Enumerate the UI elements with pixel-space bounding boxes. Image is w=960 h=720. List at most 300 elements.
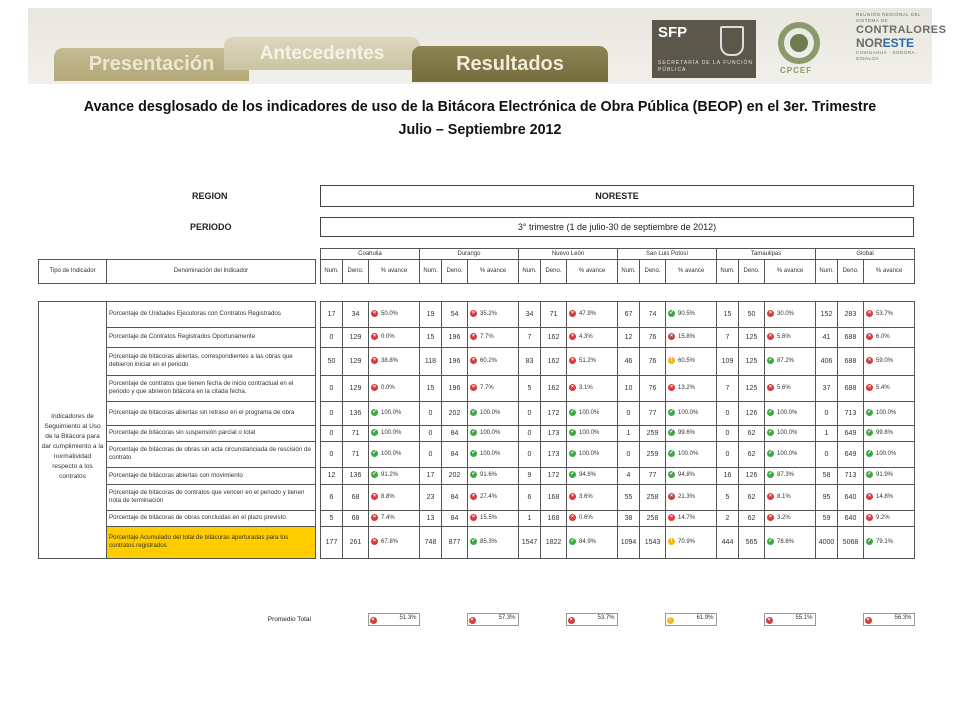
avance-value: 6.0% [876, 334, 890, 341]
avance-value: 14.8% [876, 494, 894, 501]
deno-cell: 71 [343, 425, 369, 441]
blank-cell [518, 614, 540, 626]
avance-cell [369, 327, 420, 347]
promedio-cell [467, 614, 518, 626]
deno-cell: 62 [739, 425, 765, 441]
indicator-name: Porcentaje Acumulado del total de bitácoras aperturadas para los contratos registrados [107, 526, 316, 558]
header-denominacion: Denominación del Indicador [107, 260, 316, 284]
avance-cell [369, 401, 420, 425]
red-status-icon: × [669, 492, 674, 499]
num-cell: 152 [816, 301, 838, 327]
green-status-icon: ✓ [570, 408, 575, 415]
avance-cell [765, 467, 816, 484]
num-cell: 37 [816, 375, 838, 401]
red-status-icon: × [570, 492, 575, 499]
avance-cell [765, 484, 816, 510]
promedio-cell [764, 614, 815, 626]
avance-cell [864, 301, 915, 327]
table-row [39, 375, 915, 401]
deno-cell: 71 [541, 301, 567, 327]
green-status-icon: ✓ [570, 428, 575, 435]
indicator-name: Porcentaje de bitácoras abiertas sin retraso en el programa de obra [107, 401, 316, 425]
avance-cell [864, 401, 915, 425]
red-status-icon: × [471, 309, 476, 316]
avance-value: 79.1% [876, 539, 894, 546]
deno-cell: 649 [838, 425, 864, 441]
blank-cell [107, 249, 316, 260]
green-status-icon: ✓ [867, 471, 872, 478]
deno-cell: 125 [739, 347, 765, 375]
deno-cell: 126 [739, 401, 765, 425]
sfp-logo-subtitle: SECRETARÍA DE LA FUNCIÓN PÚBLICA [658, 60, 754, 73]
avance-value: 100.0% [381, 410, 402, 417]
avance-value: 0.0% [381, 334, 395, 341]
deno-cell: 62 [739, 441, 765, 467]
num-cell: 23 [420, 484, 442, 510]
num-cell: 0 [420, 441, 442, 467]
avance-cell [369, 526, 420, 558]
avance-value: 78.6% [777, 539, 795, 546]
avance-value: 100.0% [876, 410, 897, 417]
avance-cell [468, 484, 519, 510]
tab-presentacion[interactable]: Presentación [54, 48, 249, 81]
regional-logo-top: REUNIÓN REGIONAL DEL SISTEMA DE [856, 12, 921, 23]
red-status-icon: × [669, 383, 674, 390]
num-cell: 67 [618, 301, 640, 327]
deno-cell: 283 [838, 301, 864, 327]
deno-cell: 688 [838, 327, 864, 347]
regional-logo-line2 [856, 36, 932, 50]
deno-cell: 129 [343, 347, 369, 375]
deno-cell: 196 [442, 347, 468, 375]
subheader-deno: Deno. [640, 260, 666, 284]
deno-cell: 62 [739, 484, 765, 510]
avance-cell [666, 347, 717, 375]
avance-cell [567, 467, 618, 484]
num-cell: 15 [717, 301, 739, 327]
avance-cell [864, 467, 915, 484]
avance-cell [567, 484, 618, 510]
num-cell: 0 [519, 401, 541, 425]
num-cell: 109 [717, 347, 739, 375]
avance-cell [765, 425, 816, 441]
table-row [39, 526, 915, 558]
yellow-status-icon: ! [668, 357, 675, 364]
blank-cell [419, 614, 441, 626]
avance-value: 100.0% [480, 410, 501, 417]
num-cell: 12 [618, 327, 640, 347]
avance-value: 67.8% [381, 539, 399, 546]
num-cell: 444 [717, 526, 739, 558]
green-status-icon: ✓ [669, 428, 674, 435]
table-row [39, 484, 915, 510]
num-cell: 15 [420, 327, 442, 347]
table-row [39, 425, 915, 441]
num-cell: 0 [519, 425, 541, 441]
deno-cell: 126 [739, 467, 765, 484]
blank-cell [738, 614, 764, 626]
avance-value: 3.1% [579, 385, 593, 392]
promedio-value: 57.3% [498, 615, 516, 621]
avance-cell [765, 327, 816, 347]
green-status-icon: ✓ [768, 408, 773, 415]
avance-cell [567, 441, 618, 467]
green-status-icon: ✓ [768, 356, 773, 363]
num-cell: 0 [321, 401, 343, 425]
avance-cell [666, 375, 717, 401]
blank-cell [39, 249, 107, 260]
deno-cell: 84 [442, 441, 468, 467]
num-cell: 0 [519, 441, 541, 467]
deno-cell: 84 [442, 510, 468, 526]
blank-cell [815, 614, 837, 626]
num-cell: 0 [717, 441, 739, 467]
deno-cell: 1822 [541, 526, 567, 558]
red-status-icon: × [767, 617, 771, 623]
avance-value: 94.8% [678, 472, 696, 479]
promedio-value: 56.3% [894, 615, 912, 621]
avance-cell [567, 347, 618, 375]
red-status-icon: × [570, 383, 575, 390]
deno-cell: 162 [541, 327, 567, 347]
avance-cell [567, 375, 618, 401]
red-status-icon: × [372, 356, 377, 363]
num-cell: 0 [717, 425, 739, 441]
red-status-icon: × [867, 513, 872, 520]
num-cell: 4000 [816, 526, 838, 558]
avance-value: 5.6% [777, 334, 791, 341]
subheader-deno: Deno. [442, 260, 468, 284]
num-cell: 41 [816, 327, 838, 347]
red-status-icon: × [768, 309, 773, 316]
column-header-table [38, 248, 915, 284]
avance-value: 90.5% [678, 311, 696, 318]
blank-cell [38, 614, 106, 626]
state-header: Global [816, 249, 915, 260]
avance-cell [666, 441, 717, 467]
subheader-num: Num. [420, 260, 442, 284]
avance-cell [567, 401, 618, 425]
header-tipo: Tipo de Indicador [39, 260, 107, 284]
subheader-avance: % avance [864, 260, 915, 284]
deno-cell: 173 [541, 441, 567, 467]
avance-cell [468, 375, 519, 401]
cpcef-label: CPCEF [780, 66, 813, 75]
green-status-icon: ✓ [471, 537, 476, 544]
num-cell: 118 [420, 347, 442, 375]
num-cell: 7 [519, 327, 541, 347]
tab-antecedentes[interactable]: Antecedentes [224, 37, 420, 70]
deno-cell: 125 [739, 375, 765, 401]
region-value: NORESTE [320, 185, 914, 207]
avance-value: 100.0% [777, 430, 798, 437]
red-status-icon: × [470, 617, 474, 623]
avance-value: 91.2% [381, 472, 399, 479]
deno-cell: 172 [541, 467, 567, 484]
deno-cell: 74 [640, 301, 666, 327]
deno-cell: 68 [343, 510, 369, 526]
deno-cell: 202 [442, 467, 468, 484]
num-cell: 748 [420, 526, 442, 558]
blank-cell [716, 614, 738, 626]
deno-cell: 196 [442, 327, 468, 347]
green-status-icon: ✓ [372, 471, 377, 478]
promedio-cell [566, 614, 617, 626]
num-cell: 15 [420, 375, 442, 401]
avance-value: 59.0% [876, 358, 894, 365]
avance-value: 85.3% [480, 539, 498, 546]
deno-cell: 713 [838, 467, 864, 484]
deno-cell: 54 [442, 301, 468, 327]
green-status-icon: ✓ [669, 449, 674, 456]
avance-value: 91.6% [480, 472, 498, 479]
num-cell: 406 [816, 347, 838, 375]
avance-value: 9.2% [876, 515, 890, 522]
red-status-icon: × [669, 513, 674, 520]
avance-cell [369, 441, 420, 467]
avance-value: 7.7% [480, 385, 494, 392]
deno-cell: 688 [838, 375, 864, 401]
avance-cell [468, 347, 519, 375]
green-status-icon: ✓ [768, 537, 773, 544]
indicator-name: Porcentaje de bitácoras abiertas, correspondientes a las obras que debieron iniciar en el periodo [107, 347, 316, 375]
avance-value: 3.2% [777, 515, 791, 522]
avance-cell [765, 401, 816, 425]
avance-cell [666, 327, 717, 347]
avance-cell [369, 425, 420, 441]
avance-value: 14.7% [678, 515, 696, 522]
green-status-icon: ✓ [471, 471, 476, 478]
avance-value: 100.0% [480, 430, 501, 437]
deno-cell: 129 [343, 327, 369, 347]
num-cell: 17 [321, 301, 343, 327]
red-status-icon: × [372, 383, 377, 390]
red-status-icon: × [867, 309, 872, 316]
green-status-icon: ✓ [867, 408, 872, 415]
avance-cell [369, 467, 420, 484]
avance-value: 94.8% [579, 472, 597, 479]
deno-cell: 77 [640, 401, 666, 425]
avance-value: 99.6% [678, 430, 696, 437]
avance-value: 21.3% [678, 494, 696, 501]
table-row [39, 441, 915, 467]
num-cell: 177 [321, 526, 343, 558]
avance-cell [765, 347, 816, 375]
red-status-icon: × [867, 383, 872, 390]
deno-cell: 196 [442, 375, 468, 401]
num-cell: 12 [321, 467, 343, 484]
avance-cell [468, 301, 519, 327]
deno-cell: 258 [640, 510, 666, 526]
promedio-cell [368, 614, 419, 626]
green-status-icon: ✓ [669, 309, 674, 316]
num-cell: 46 [618, 347, 640, 375]
deno-cell: 688 [838, 347, 864, 375]
subheader-deno: Deno. [739, 260, 765, 284]
avance-value: 27.4% [480, 494, 498, 501]
deno-cell: 77 [640, 467, 666, 484]
avance-value: 51.2% [579, 358, 597, 365]
num-cell: 7 [717, 375, 739, 401]
red-status-icon: × [570, 332, 575, 339]
avance-cell [864, 510, 915, 526]
cpcef-logo [772, 20, 828, 76]
region-label: REGION [192, 191, 228, 201]
num-cell: 1547 [519, 526, 541, 558]
blank-cell [540, 614, 566, 626]
num-cell: 0 [321, 327, 343, 347]
deno-cell: 162 [541, 347, 567, 375]
avance-value: 53.7% [876, 311, 894, 318]
avance-value: 15.5% [480, 515, 498, 522]
table-row [39, 347, 915, 375]
green-status-icon: ✓ [471, 408, 476, 415]
subheader-avance: % avance [468, 260, 519, 284]
num-cell: 10 [618, 375, 640, 401]
regional-logo [856, 12, 947, 76]
num-cell: 19 [420, 301, 442, 327]
indicator-name: Porcentaje de Unidades Ejecutoras con Contratos Registrados [107, 301, 316, 327]
cpcef-core-icon [790, 34, 808, 52]
state-header: Nuevo León [519, 249, 618, 260]
avance-value: 7.4% [381, 515, 395, 522]
green-status-icon: ✓ [867, 537, 872, 544]
num-cell: 6 [519, 484, 541, 510]
regional-logo-bottom: CHIHUAHUA · SONORA · SINALOA [856, 50, 919, 61]
tab-resultados[interactable]: Resultados [412, 46, 608, 82]
num-cell: 0 [321, 425, 343, 441]
green-status-icon: ✓ [570, 471, 575, 478]
num-cell: 16 [717, 467, 739, 484]
yellow-status-icon: ! [667, 617, 674, 624]
avance-cell [567, 425, 618, 441]
avance-cell [666, 526, 717, 558]
promedio-table [38, 613, 915, 626]
avance-cell [369, 484, 420, 510]
promedio-cell [665, 614, 716, 626]
red-status-icon: × [570, 309, 575, 316]
avance-value: 47.9% [579, 311, 597, 318]
avance-cell [468, 467, 519, 484]
num-cell: 7 [717, 327, 739, 347]
green-status-icon: ✓ [570, 537, 575, 544]
table-row [39, 510, 915, 526]
deno-cell: 5068 [838, 526, 864, 558]
deno-cell: 713 [838, 401, 864, 425]
num-cell: 0 [420, 401, 442, 425]
deno-cell: 84 [442, 484, 468, 510]
deno-cell: 172 [541, 401, 567, 425]
deno-cell: 62 [739, 510, 765, 526]
avance-value: 60.2% [480, 358, 498, 365]
heading-line-2: Julio – Septiembre 2012 [398, 122, 562, 138]
indicator-name: Porcentaje de bitácoras abiertas con movimiento [107, 467, 316, 484]
deno-cell: 76 [640, 347, 666, 375]
avance-cell [468, 327, 519, 347]
green-status-icon: ✓ [570, 449, 575, 456]
num-cell: 0 [420, 425, 442, 441]
red-status-icon: × [569, 617, 573, 623]
red-status-icon: × [471, 513, 476, 520]
promedio-value: 55.1% [795, 615, 813, 621]
avance-cell [468, 510, 519, 526]
avance-cell [864, 441, 915, 467]
deno-cell: 877 [442, 526, 468, 558]
state-header: Coahuila [321, 249, 420, 260]
red-status-icon: × [867, 492, 872, 499]
num-cell: 2 [717, 510, 739, 526]
table-row [39, 327, 915, 347]
avance-cell [369, 301, 420, 327]
num-cell: 34 [519, 301, 541, 327]
red-status-icon: × [866, 617, 870, 623]
num-cell: 58 [816, 467, 838, 484]
avance-value: 100.0% [480, 451, 501, 458]
heading-line-1: Avance desglosado de los indicadores de uso de la Bitácora Electrónica de Obra Pública (BEOP) en el 3er. Trimestre [83, 99, 877, 115]
regional-logo-line1: CONTRALORES [856, 24, 947, 36]
yellow-status-icon: ! [668, 538, 675, 545]
table-row [39, 467, 915, 484]
subheader-num: Num. [816, 260, 838, 284]
avance-value: 100.0% [579, 430, 600, 437]
deno-cell: 71 [343, 441, 369, 467]
avance-value: 50.0% [381, 311, 399, 318]
subheader-num: Num. [321, 260, 343, 284]
num-cell: 5 [717, 484, 739, 510]
avance-cell [666, 467, 717, 484]
periodo-value: 3° trimestre (1 de julio-30 de septiembre de 2012) [320, 217, 914, 237]
avance-value: 100.0% [579, 451, 600, 458]
red-status-icon: × [372, 332, 377, 339]
deno-cell: 168 [541, 510, 567, 526]
deno-cell: 565 [739, 526, 765, 558]
deno-cell: 136 [343, 401, 369, 425]
red-status-icon: × [372, 492, 377, 499]
indicator-name: Porcentaje de bitácoras de contratos que vencen en el periodo y tienen nota de terminación [107, 484, 316, 510]
num-cell: 0 [816, 441, 838, 467]
avance-cell [666, 484, 717, 510]
deno-cell: 173 [541, 425, 567, 441]
avance-cell [864, 526, 915, 558]
avance-cell [468, 441, 519, 467]
num-cell: 0 [321, 441, 343, 467]
num-cell: 0 [618, 401, 640, 425]
avance-value: 35.2% [480, 311, 498, 318]
promedio-value: 53.7% [597, 615, 615, 621]
num-cell: 0 [321, 375, 343, 401]
indicator-name: Porcentaje de bitácoras de obras concluidas en el plazo previsto [107, 510, 316, 526]
avance-value: 0.0% [381, 385, 395, 392]
green-status-icon: ✓ [768, 471, 773, 478]
avance-cell [468, 401, 519, 425]
red-status-icon: × [372, 513, 377, 520]
num-cell: 5 [321, 510, 343, 526]
avance-cell [567, 327, 618, 347]
deno-cell: 34 [343, 301, 369, 327]
deno-cell: 136 [343, 467, 369, 484]
num-cell: 17 [420, 467, 442, 484]
num-cell: 83 [519, 347, 541, 375]
page-heading [20, 96, 940, 142]
sfp-logo [652, 20, 756, 78]
num-cell: 6 [321, 484, 343, 510]
regional-logo-este: ESTE [882, 36, 915, 50]
red-status-icon: × [570, 513, 575, 520]
red-status-icon: × [768, 492, 773, 499]
green-status-icon: ✓ [867, 428, 872, 435]
subheader-num: Num. [717, 260, 739, 284]
avance-value: 7.7% [480, 334, 494, 341]
